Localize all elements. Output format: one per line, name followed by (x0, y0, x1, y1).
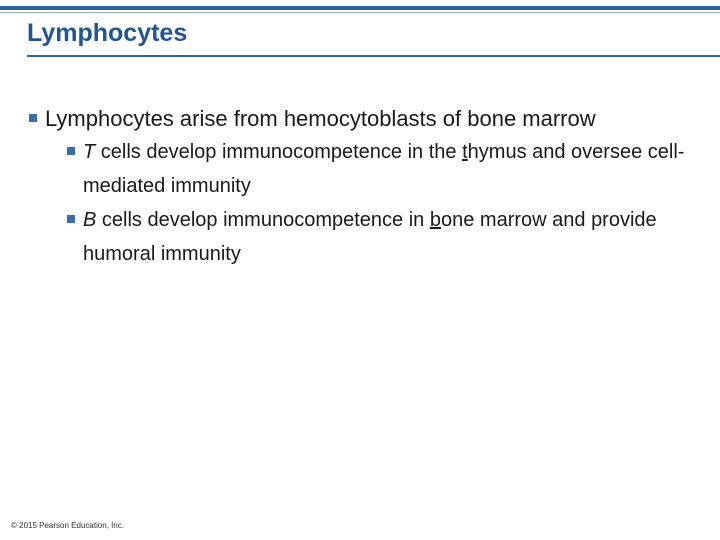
sub-bullet-b-cells (0, 203, 703, 271)
bullet-main (0, 103, 685, 134)
t-cells-text-pre: cells develop immunocompetence in the (95, 141, 463, 163)
b-cells-text-post: one marrow and provide humoral immunity (83, 209, 657, 265)
square-bullet-icon (29, 114, 37, 122)
sub-bullet-t-cells (0, 135, 703, 203)
copyright-footer: © 2015 Pearson Education, Inc. (11, 521, 125, 530)
square-bullet-icon (67, 215, 75, 223)
slide-title: Lymphocytes (27, 19, 188, 47)
title-underline (27, 55, 720, 57)
b-cells-underlined: b (429, 209, 441, 231)
b-cells-letter: B (83, 209, 97, 231)
t-cells-letter: T (83, 141, 96, 163)
top-accent-line (0, 12, 720, 13)
slide-body (0, 103, 720, 271)
t-cells-text-post: hymus and oversee cell-mediated immunity (83, 141, 685, 197)
t-cells-underlined: t (462, 141, 468, 163)
b-cells-text-pre: cells develop immunocompetence in (96, 209, 430, 231)
bullet-main-text: Lymphocytes arise from hemocytoblasts of bone marrow (45, 106, 596, 131)
top-accent-bar (0, 6, 720, 10)
square-bullet-icon (67, 147, 75, 155)
